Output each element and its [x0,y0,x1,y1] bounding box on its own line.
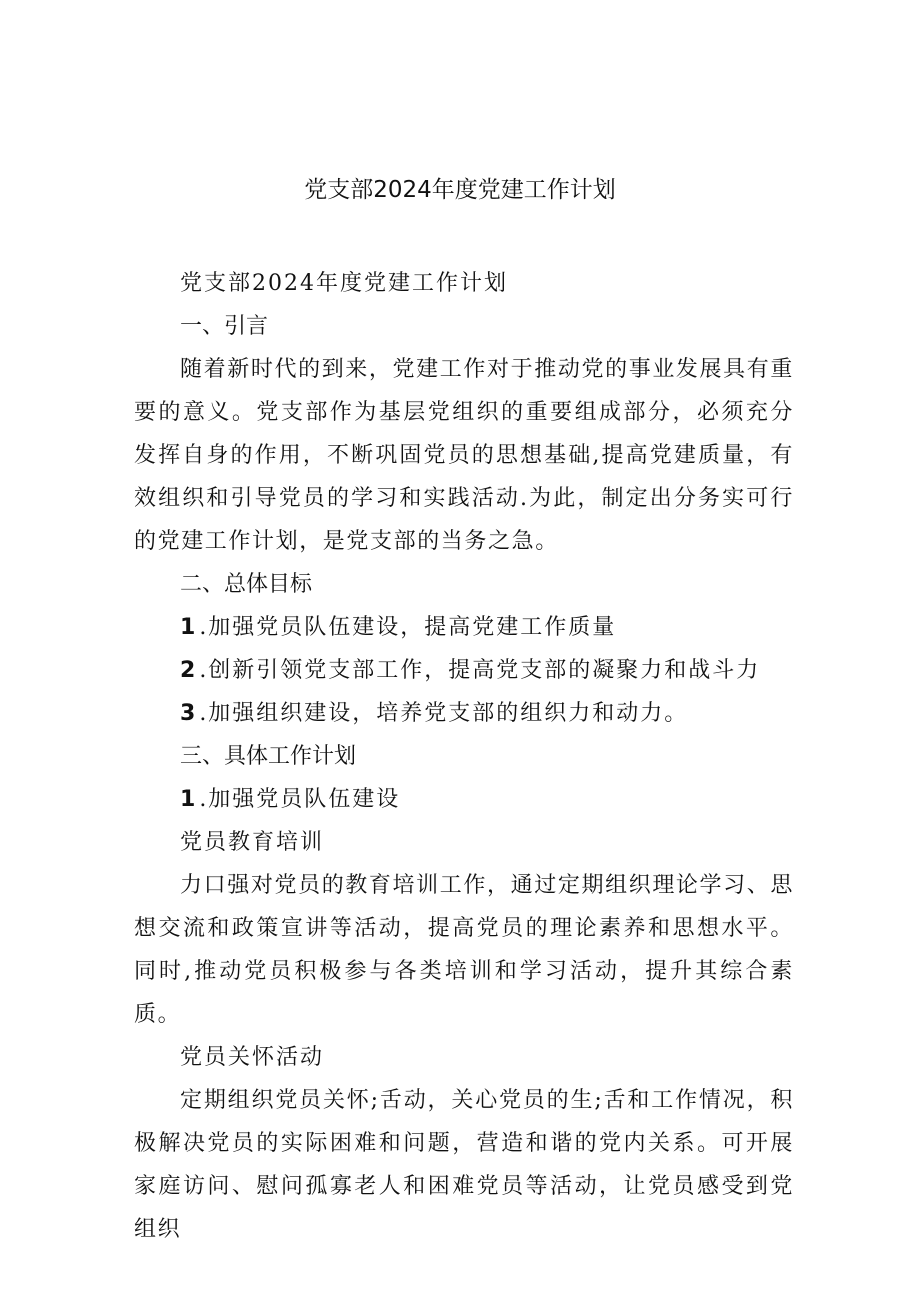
goal-item-text: .加强党员队伍建设，提高党建工作质量 [199,615,617,640]
introduction-paragraph: 随着新时代的到来，党建工作对于推动党的事业发展具有重要的意义。党支部作为基层党组织的重要组成部分，必须充分发挥自身的作用，不断巩固党员的思想基础,提高党建质量，有效组织和引导党员的学习和实践活动.为此，制定出分务实可行的党建工作计划，是党支部的当务之急。 [134,357,794,554]
document-title: 党支部2024年度党建工作计划 [304,177,616,203]
education-paragraph: 力口强对党员的教育培训工作，通过定期组织理论学习、思想交流和政策宣讲等活动，提高党员的理论素养和思想水平。同时,推动党员积极参与各类培训和学习活动，提升其综合素质。 [134,873,794,1027]
care-paragraph: 定期组织党员关怀;舌动，关心党员的生;舌和工作情况，积极解决党员的实际困难和问题，营造和谐的党内关系。可开展家庭访问、慰问孤寡老人和困难党员等活动，让党员感受到党组织 [134,1088,794,1242]
subsection-title-education: 党员教育培训 [180,830,325,855]
goal-item [134,649,794,692]
subsection-title-care: 党员关怀活动 [180,1045,325,1070]
goal-item-number: 3 [180,701,196,726]
goal-item-text: .加强组织建设，培养党支部的组织力和动力。 [199,701,689,726]
section-heading-overall-goals: 二、总体目标 [180,572,313,597]
goal-item [134,692,794,735]
plan-item-text: .加强党员队伍建设 [199,787,401,812]
section-heading-work-plan: 三、具体工作计划 [180,744,357,769]
plan-item [134,778,794,821]
section-heading-introduction: 一、引言 [180,314,269,339]
goal-item-number: 2 [180,658,196,683]
document-body [134,262,794,1251]
document-subtitle: 党支部2024年度党建工作计划 [180,271,508,296]
goal-item [134,606,794,649]
plan-item-number: 1 [180,787,196,812]
goal-item-text: .创新引领党支部工作，提高党支部的凝聚力和战斗力 [199,658,761,683]
goal-item-number: 1 [180,615,196,640]
